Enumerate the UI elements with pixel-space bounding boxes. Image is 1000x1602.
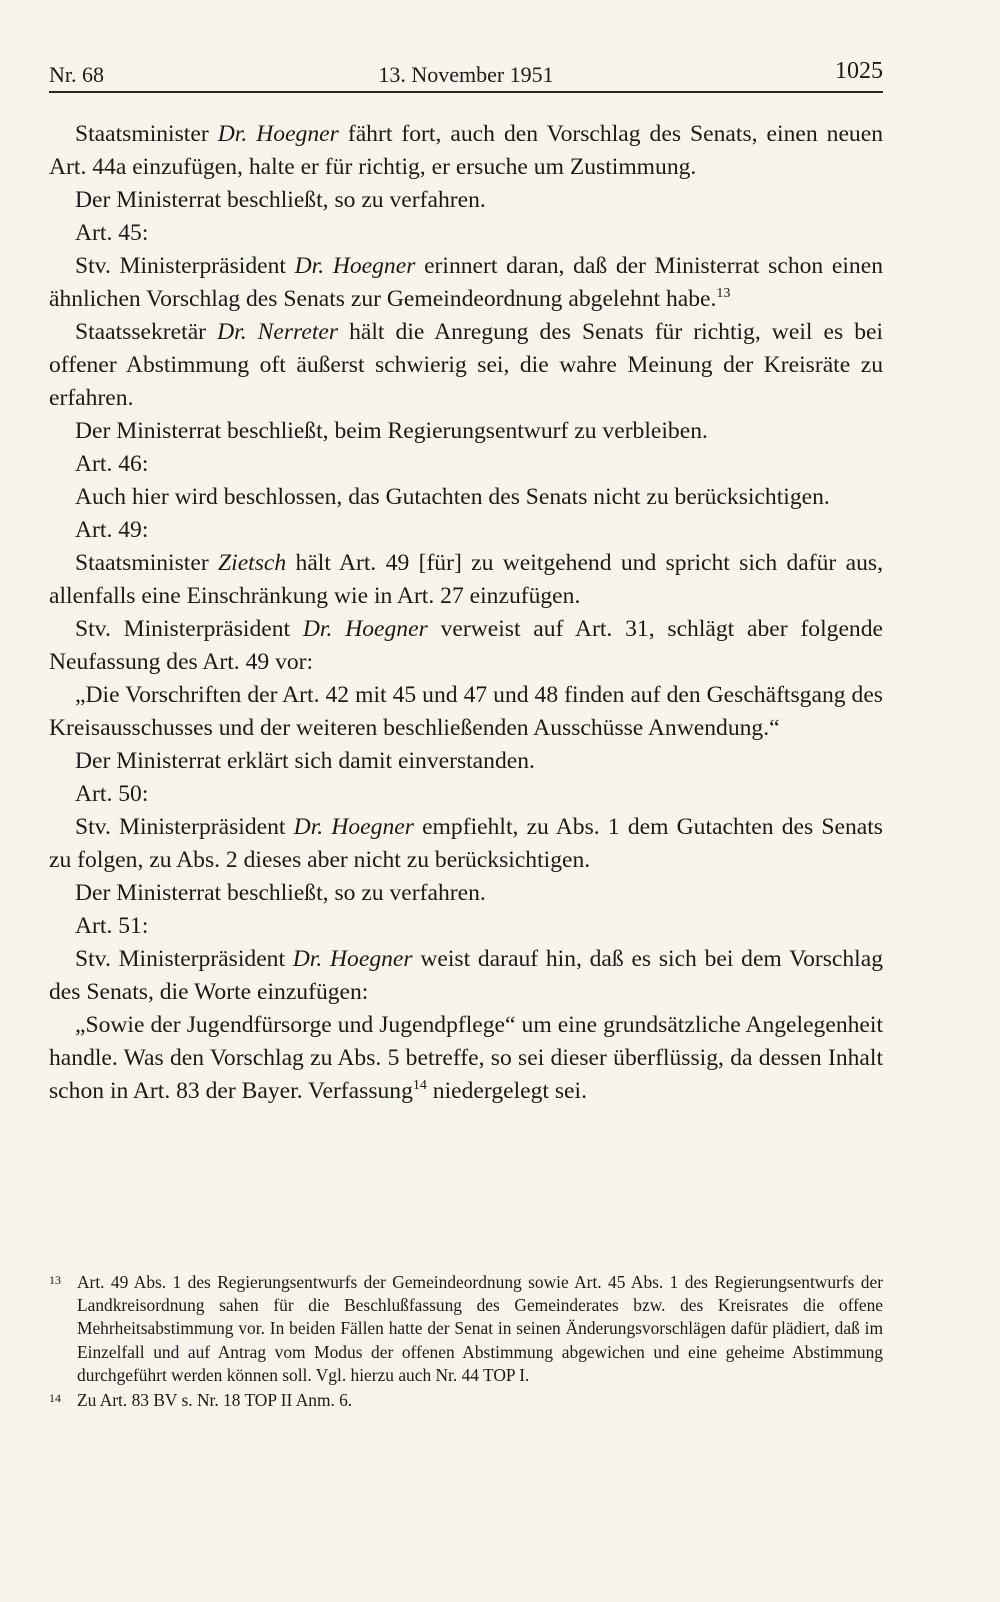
paragraph [49, 184, 883, 217]
footnote-reference: 14 [412, 1078, 427, 1093]
footnote-text: Zu Art. 83 BV s. Nr. 18 TOP II Anm. 6. [77, 1390, 353, 1411]
paragraph [49, 217, 883, 250]
paragraph-text: Stv. Ministerpräsident [75, 616, 303, 642]
header-rule [49, 91, 883, 93]
speaker-name: Dr. Nerreter [217, 319, 339, 345]
paragraph-text: Auch hier wird beschlossen, das Gutachten des Senats nicht zu berücksichtigen. [75, 484, 830, 510]
page-number: 1025 [835, 58, 883, 84]
speaker-name: Dr. Hoegner [293, 814, 414, 840]
paragraph [49, 415, 883, 448]
paragraph [49, 778, 883, 811]
paragraph-text: weist darauf hin, daß es sich bei dem Vorschlag des Senats, die Worte einzufügen: [49, 946, 884, 1005]
paragraph [49, 910, 883, 943]
footnote-mark: 13 [49, 1273, 61, 1287]
speaker-name: Zietsch [218, 550, 287, 576]
paragraph [49, 943, 883, 1009]
footnotes [49, 1271, 883, 1412]
paragraph-text: Stv. Ministerpräsident [75, 946, 293, 972]
paragraph-text: Art. 49: [75, 517, 149, 543]
document-number: Nr. 68 [49, 62, 104, 87]
footnote [49, 1271, 883, 1387]
paragraph-text: „Die Vorschriften der Art. 42 mit 45 und 47 und 48 finden auf den Geschäftsgang des Kreisausschusses und der weiteren beschließenden Ausschüsse Anwendung.“ [49, 682, 883, 741]
paragraph [49, 316, 883, 415]
paragraph [49, 679, 883, 745]
paragraph [49, 1009, 883, 1108]
paragraph-text: Der Ministerrat erklärt sich damit einverstanden. [75, 748, 535, 774]
paragraph-text: Art. 45: [75, 220, 149, 246]
paragraph-text: Art. 51: [75, 913, 149, 939]
paragraph [49, 745, 883, 778]
speaker-name: Dr. Hoegner [217, 121, 339, 147]
paragraph-text: verweist auf Art. 31, schlägt aber folgende Neufassung des Art. 49 vor: [49, 616, 883, 675]
paragraph-text: hält die Anregung des Senats für richtig, weil es bei offener Abstimmung oft äußerst schwierig sei, die wahre Meinung der Kreisräte zu erfahren. [49, 319, 884, 411]
paragraph [49, 481, 883, 514]
footnote-mark: 14 [49, 1391, 61, 1406]
paragraph-text: „Sowie der Jugendfürsorge und Jugendpflege“ um eine grundsätzliche Angelegenheit handle. Was den Vorschlag zu Abs. 5 betreffe, so sei dieser überflüssig, da dessen Inhalt schon in Art. 83 der Bayer. Verfassung [49, 1012, 883, 1104]
footnote-text: Art. 49 Abs. 1 des Regierungsentwurfs der Gemeindeordnung sowie Art. 45 Abs. 1 des Regierungsentwurfs der Landkreisordnung sahen für die Beschlußfassung des Gemeinderates bzw. des Kreisrates die offene Mehrheitsabstimmung vor. In beiden Fällen hatte der Senat in seinen Änderungsvorschlägen dafür plädiert, daß im Einzelfall und auf Antrag vom Modus der offenen Abstimmung abgewichen und eine geheime Abstimmung durchgeführt werden können soll. Vgl. hierzu auch Nr. 44 TOP I. [77, 1272, 883, 1385]
paragraph-text: Stv. Ministerpräsident [75, 814, 294, 840]
paragraph-text: Der Ministerrat beschließt, so zu verfahren. [75, 880, 486, 906]
paragraph-text: Der Ministerrat beschließt, so zu verfahren. [75, 187, 486, 213]
body-text [49, 118, 883, 1108]
session-date: 13. November 1951 [378, 62, 554, 87]
speaker-name: Dr. Hoegner [292, 946, 413, 972]
paragraph-text: Staatssekretär [75, 319, 218, 345]
paragraph-text: niedergelegt sei. [426, 1078, 587, 1104]
paragraph [49, 613, 883, 679]
paragraph [49, 877, 883, 910]
paragraph-text: hält Art. 49 [für] zu weitgehend und spricht sich dafür aus, allenfalls eine Einschränkung wie in Art. 27 einzufügen. [49, 550, 883, 609]
paragraph [49, 514, 883, 547]
paragraph-text: erinnert daran, daß der Ministerrat schon einen ähnlichen Vorschlag des Senats zur Gemeindeordnung abgelehnt habe. [49, 253, 883, 312]
speaker-name: Dr. Hoegner [294, 253, 416, 279]
paragraph [49, 448, 883, 481]
footnote [49, 1389, 883, 1412]
paragraph [49, 547, 883, 613]
paragraph-text: empfiehlt, zu Abs. 1 dem Gutachten des Senats zu folgen, zu Abs. 2 dieses aber nicht zu berücksichtigen. [49, 814, 883, 873]
paragraph-text: Staatsminister [75, 121, 218, 147]
running-header [49, 52, 883, 92]
paragraph [49, 811, 883, 877]
paragraph-text: Art. 46: [75, 451, 149, 477]
paragraph [49, 118, 883, 184]
paragraph-text: Stv. Ministerpräsident [75, 253, 295, 279]
paragraph-text: Der Ministerrat beschließt, beim Regierungsentwurf zu verbleiben. [75, 418, 708, 444]
footnote-reference: 13 [716, 286, 731, 301]
paragraph-text: Staatsminister [75, 550, 219, 576]
paragraph-text: fährt fort, auch den Vorschlag des Senats, einen neuen Art. 44a einzufügen, halte er für richtig, er ersuche um Zustimmung. [49, 121, 883, 180]
paragraph-text: Art. 50: [75, 781, 149, 807]
paragraph [49, 250, 883, 316]
speaker-name: Dr. Hoegner [302, 616, 428, 642]
